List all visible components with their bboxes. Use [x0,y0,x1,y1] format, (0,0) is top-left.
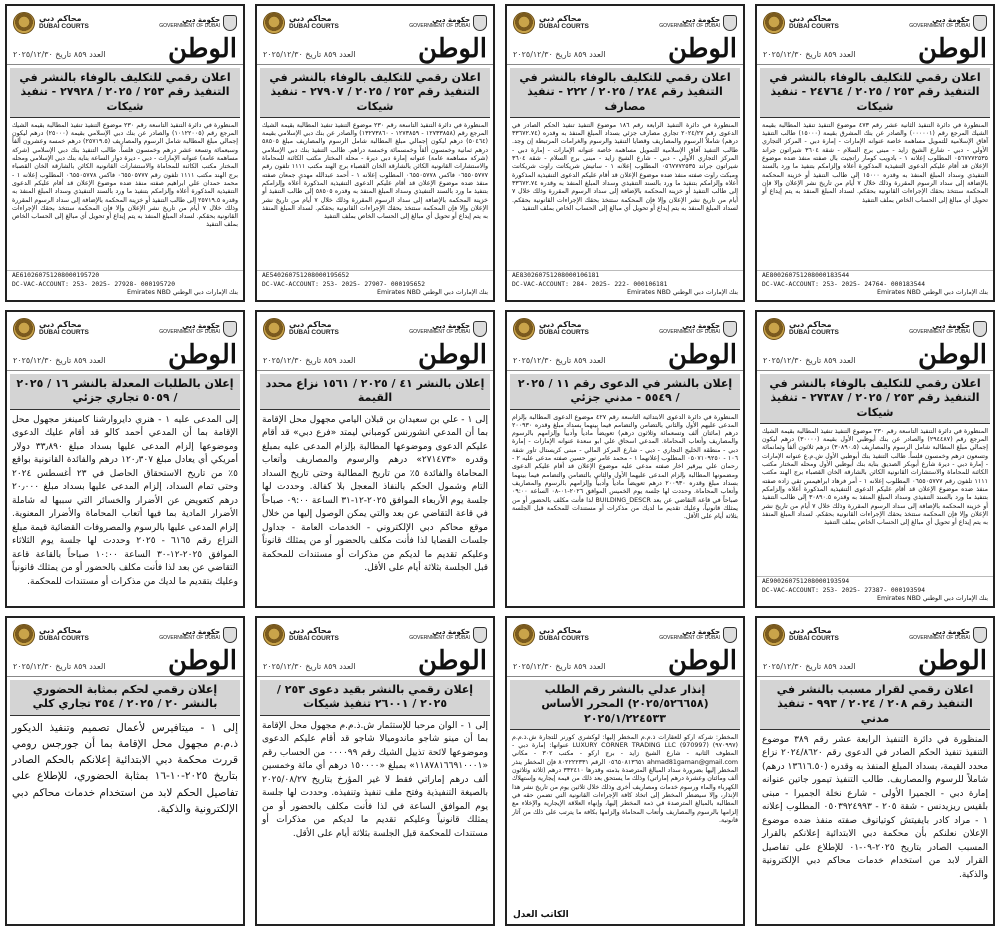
government-of-dubai-logo [909,15,987,31]
dubai-courts-emblem-icon [13,624,35,646]
dubai-courts-emblem-icon [13,12,35,34]
government-shield-icon [973,627,987,643]
notice-header [7,312,243,342]
masthead [757,648,993,677]
notice-title: إعلان بالطلبات المعدلة بالنشر ١٦ / ٢٠٢٥ / ٥٠٥٩ تجاري جزئي [10,374,240,410]
notary-signature: الكاتب العدل [513,910,569,920]
newspaper-name: الوطن [667,340,737,370]
court-name-ar: محاكم دبي [289,14,332,24]
government-shield-icon [223,15,237,31]
notice-body: المنظورة في دائرة التنفيذ التاسعة رقم ٢٣٠ موضوع التنفيذ تنفيذ المطالبة بقيمة الشيك المرجع رقم (٢٩٤٤٨٧) والصادر عن بنك أبوظبي الأول بقيمة (٣٠٠٠٠) درهم ليكون إجمالي مبلغ المطالبة شامل الرسوم والمصاريف (٣٠٨٩٠.٥) درهم ثلاثون ألفاً وثمانمائة وتسعون درهم وخمسون فلساً. طالب التنفيذ بنك أبوظبي الأول ش.م.ع عنوانه الإمارات - إمارة دبي - ديرة شارع أبوبكر الصديق بناية بنك أبوظبي الأول ومحله المختار مكتب الكائنة للمحاماة والاستشارات القانونية الكائن بالشارقة الخان القصباء برج الهند مكتب ١١١١ تلفون رقم ٠٦٥٥٠٥٧٧٧ المطلوب إعلانه ١ - أمر فرهاد ابراهيمس تقي زاده صفته منفذ ضده موضوع الإعلان قد أقام عليكم الدعوى التنفيذية المذكورة أعلاه وإلزامكم بتنفيذ ما ورد بالسند التنفيذي وسداد المبلغ المنفذ به وقدره ٣٠٨٩٠.٥ إلى طالب التنفيذ أو خزينة المحكمة بالإضافة إلى سداد الرسوم المقررة وذلك خلال ٧ أيام من تاريخ نشر الإعلان وإلا فإن المحكمة ستتخذ بحقك الإجراءات القانونية بحقكم. لسداد المبلغ المنفذ به يتم إيداع أو تحويل أي مبالغ إلى الحساب الخاص بملف التنفيذ [762,427,989,527]
legal-notice-2 [505,4,745,302]
court-name-en: DUBAI COURTS [289,634,339,642]
court-name-ar: محاكم دبي [39,320,82,330]
government-of-dubai-logo [159,15,237,31]
gov-name-ar: حكومة دبي [932,15,970,24]
notice-body: المنظورة في دائرة التنفيذ الثانية عشر رقم ٤٧٣ موضوع التنفيذ تنفيذ المطالبة بقيمة الشيك المرجع رقم (٠٠٠٠٠١) والصادر عن بنك المشرق بقيمة (١٥٠٠٠) طالب التنفيذ آفاق الإسلامية للتمويل مساهمة خاصة عنوانه الإمارات - إمارة دبي - المركز التجاري الأولي - دبي - شارع الشيخ زايد - مبنى برج السلام - شقة ٣٦٠٤ شيراتون جراند ٠٥٦٧٧٧٢٥٣٥ المطلوب إعلانه ١ - بادويب كومار راتجيت بال صفته منفذ ضده موضوع الإعلان قد أقام عليكم الدعوى التنفيذية المذكورة أعلاه وإلزامكم بتنفيذ ما ورد بالسند التنفيذي وسداد المبلغ المنفذ به وقدره ١٥٠٠٠ إلى طالب التنفيذ أو خزينة المحكمة بالإضافة إلى سداد الرسوم المقررة وذلك خلال ٧ أيام من تاريخ نشر الإعلان وإلا فإن المحكمة ستتخذ بحقك الإجراءات القانونية بحقكم. لسداد المبلغ المنفذ به يتم إيداع أو تحويل أي مبالغ إلى الحساب الخاص بملف التنفيذ [762,121,989,204]
government-of-dubai-logo [409,15,487,31]
gov-name-ar: حكومة دبي [182,15,220,24]
government-shield-icon [723,627,737,643]
court-name-ar: محاكم دبي [289,626,332,636]
bank-name: بنك الإمارات دبي الوطني Emirates NBD [626,288,738,296]
account-line: DC-VAC-ACCOUNT: 253- 2025- 24764- 000183544 [762,280,926,288]
court-name-en: DUBAI COURTS [789,634,839,642]
notice-body: إلى المدعى عليه ١ - هنري دايروارشنا كامينغز مجهول محل الإقامة بما أن المدعي أحمد كالو قد أقام عليك الدعوى وموضوعها إلزام المدعى عليها بسداد مبلغ ٣٣٫٨٩٠ دولار أمريكي أي يعادل مبلغ ١٢٠٫٣٠٧ درهم والفائدة القانونية بواقع ٥٪ من تاريخ الاستحقاق الحاصل في ٢٣ أغسطس ٢٠٢٤ وحتى تمام السداد، إلزام المدعى عليها بسداد مبلغ ٢٠٫٠٠٠ درهم كتعويض عن الأضرار والخسائر التي سببها له شاملة الأضرار المادية بما فيها أتعاب المحاماة والأضرار المعنوية. إلزام المدعى عليها بالرسوم والمصروفات القضائية قيمة مبلغ النزاع رقم ٦١٦٥ - ٢٠٢٥ وحددت لها جلسة يوم الثلاثاء الموافق ٢٠٢٥-١٢-٣٠ الساعة ١٠:٠٠ صباحاً بالقاعة قاعة التقاضي عن بعد لذا فأنت مكلف بالحضور أو من يمثلك قانونياً وعليك بتقديم ما لديك من مذكرات أو مستندات للمحكمة. [12,414,239,587]
legal-notice-3 [255,4,495,302]
legal-notice-11 [255,616,495,926]
court-name-ar: محاكم دبي [39,626,82,636]
account-footer [507,270,743,300]
bank-name: بنك الإمارات دبي الوطني Emirates NBD [876,288,988,296]
account-footer [257,270,493,300]
masthead [507,342,743,371]
notice-header [257,312,493,342]
account-footer [757,576,993,606]
gov-name-ar: حكومة دبي [432,627,470,636]
government-shield-icon [473,321,487,337]
issue-line: العدد ٨٥٩ تاريخ ٢٠٢٥/١٢/٣٠ [513,356,606,365]
gov-name-en: GOVERNMENT OF DUBAI [659,23,720,30]
dubai-courts-logo [763,318,839,340]
government-of-dubai-logo [159,321,237,337]
dubai-courts-emblem-icon [513,12,535,34]
newspaper-name: الوطن [667,646,737,676]
account-line: AE610260751208000195720 [12,272,100,280]
masthead [7,342,243,371]
newspaper-name: الوطن [417,34,487,64]
newspaper-name: الوطن [417,646,487,676]
government-shield-icon [973,321,987,337]
legal-notice-9 [755,616,995,926]
masthead [757,342,993,371]
dubai-courts-logo [13,12,89,34]
gov-name-en: GOVERNMENT OF DUBAI [909,635,970,642]
notice-header [757,618,993,648]
court-name-en: DUBAI COURTS [39,22,89,30]
notice-title: اعلان رقمي لقرار مسبب بالنشر في التنفيذ رقم ٢٠٨ / ٢٠٢٤ / ٩٩٣ - تنفيذ مدني [760,680,990,730]
gov-name-ar: حكومة دبي [682,15,720,24]
notice-body: إلى ١ - ميتافيرس لأعمال تصميم وتنفيذ الديكور ذ.م.م مجهول محل الإقامة بما أن جورجس رومي قررت محكمة دبي الابتدائية إعلانكم بالحكم الصادر بتاريخ ٢٠٢٥-١٠-١٦ بمثابة الحضوري، للإطلاع على تفاصيل الحكم لابد من استخدام خدمات محاكم دبي الإلكترونية والذكية. [12,721,238,815]
government-shield-icon [473,627,487,643]
notice-header [7,6,243,36]
court-name-ar: محاكم دبي [539,320,582,330]
notice-title: إعلان بالنشر ٤١ / ٢٠٢٥ / ١٥٦١ نزاع محدد القيمة [260,374,490,410]
dubai-courts-emblem-icon [763,624,785,646]
court-name-ar: محاكم دبي [539,626,582,636]
account-line: DC-VAC-ACCOUNT: 253- 2025- 27928- 000195720 [12,280,176,288]
gov-name-en: GOVERNMENT OF DUBAI [159,23,220,30]
notice-header [757,6,993,36]
notice-body: إلى ١ - علي بن سعيدان بن قبلان اليامي مجهول محل الإقامة بما أن المدعي انشورنس كومباني ليمتد «فرع دبي» قد أقام عليكم الدعوى وموضوعها المطالبة بإلزام المدعى عليه بمبلغ وقدره «٢٧١٤٧٣» درهم والرسوم والمصاريف وأتعاب المحاماة والفائدة ٥٪ من تاريخ المطالبة وحتى تاريخ السداد التام وشمول الحكم بالنفاذ المعجل بلا كفالة. وحددت لها جلسة يوم الأربعاء الموافق ٢٠٢٥-١٢-٣١ الساعة ٠٩:٠٠ صباحاً في قاعة التقاضي عن بعد والتي يمكن الوصول إليها من خلال موقع محاكم دبي الإلكتروني - الخدمات العامة - جداول جلسات القضايا لذا فأنت مكلف بالحضور أو من يمثلك قانوناً وعليكم تقديم ما لديكم من مذكرات أو مستندات للمحكمة قبل الجلسة بثلاثة أيام على الأقل. [262,414,489,574]
notice-body: المنظورة في دائرة الدعوى الابتدائية التاسعة رقم ٤٢٧ موضوع الدعوى المطالبة بإلزام المدعى عليهم الأول والثاني بالتضامن والتضامم فيما بينهما بسداد مبلغ وقدره ٢٠٠٩٣٠ درهم (مائتان ألف وتسعمائة وثلاثون درهم) تعويضاً مادياً وأدبياً وإلزامهم بالرسوم والمصاريف وأتعاب المحاماة. المدعي اسحاق علي ابو سعدة عنوانه الإمارات - إمارة دبي - منطقة الخليج التجاري - دبي - شارع المركز المالي - مبنى كريستال تاور شقة ١٠٦ - ٠٥٠٧١٠٩٢٥٠ المطلوب إعلانهما ١ - محمد عامر نور حسين صفته مدعى عليه ٢ - رحمان علي بيرقير اخار صفته مدعى عليه موضوع الإعلان قد أقام عليكم الدعوى ومضمونها المطالبة بإلزام المدعى عليهما الأول والثاني بالتضامن والتضامم فيما بينهما بسداد مبلغ وقدره ٢٠٠٩٣٠ درهم تعويضاً مادياً وأدبياً وإلزامهم بالرسوم والمصاريف وأتعاب المحاماة. وحددت لها جلسة يوم الخميس الموافق ٢٠٢٦-٠١-٠٨ الساعة ٠٩:٠٠ صباحاً في قاعة التقاضي عن بعد BUILDING_DESCR لذا فأنت مكلف بالحضور أو من يمثلك قانونياً، وعليك تقديم ما لديك من مذكرات أو مستندات للمحكمة قبل الجلسة بثلاثة أيام على الأقل. [512,413,739,521]
legal-notice-5 [755,310,995,608]
government-shield-icon [723,321,737,337]
masthead [757,36,993,65]
dubai-courts-emblem-icon [513,318,535,340]
legal-notice-6 [505,310,745,608]
newspaper-name: الوطن [917,340,987,370]
notice-title: اعلان رقمي للتكليف بالوفاء بالنشر في التنفيذ رقم ٢٥٣ / ٢٠٢٥ / ٢٤٧٦٤ - تنفيذ شيكات [760,68,990,118]
dubai-courts-logo [13,624,89,646]
account-line: DC-VAC-ACCOUNT: 284- 2025- 222- 000106181 [512,280,668,288]
newspaper-name: الوطن [167,646,237,676]
issue-line: العدد ٨٥٩ تاريخ ٢٠٢٥/١٢/٣٠ [763,50,856,59]
bank-name: بنك الإمارات دبي الوطني Emirates NBD [126,288,238,296]
issue-line: العدد ٨٥٩ تاريخ ٢٠٢٥/١٢/٣٠ [263,356,356,365]
court-name-en: DUBAI COURTS [789,328,839,336]
notice-title: اعلان رقمي للتكليف بالوفاء بالنشر في التنفيذ رقم ٢٥٣ / ٢٠٢٥ / ٢٧٩٢٨ - تنفيذ شيكات [10,68,240,118]
dubai-courts-logo [513,318,589,340]
government-of-dubai-logo [659,321,737,337]
dubai-courts-emblem-icon [263,318,285,340]
masthead [507,36,743,65]
gov-name-ar: حكومة دبي [432,321,470,330]
court-name-en: DUBAI COURTS [789,22,839,30]
gov-name-ar: حكومة دبي [932,321,970,330]
gov-name-en: GOVERNMENT OF DUBAI [909,329,970,336]
gov-name-ar: حكومة دبي [682,627,720,636]
issue-line: العدد ٨٥٩ تاريخ ٢٠٢٥/١٢/٣٠ [513,50,606,59]
notice-title: إعلان رقمي لحكم بمثابة الحضوري بالنشر ٢٠ / ٢٠٢٥ / ٣٥٤ تجاري كلي [10,680,240,716]
account-line: DC-VAC-ACCOUNT: 253- 2025- 27907- 000195652 [262,280,426,288]
masthead [7,648,243,677]
government-shield-icon [223,627,237,643]
dubai-courts-logo [763,12,839,34]
masthead [257,342,493,371]
notice-header [757,312,993,342]
gov-name-en: GOVERNMENT OF DUBAI [659,329,720,336]
government-of-dubai-logo [659,15,737,31]
dubai-courts-logo [513,624,589,646]
account-line: AE830260751208000106181 [512,272,600,280]
bank-name: بنك الإمارات دبي الوطني Emirates NBD [876,594,988,602]
notice-title: اعلان رقمي للتكليف بالوفاء بالنشر في التنفيذ رقم ٢٥٣ / ٢٠٢٥ / ٢٧٣٨٧ - تنفيذ شيكات [760,374,990,424]
dubai-courts-emblem-icon [763,12,785,34]
notice-body: المخطر: شركة اركو للعقارات ذ.م.م المخطر إليها: لوكشري كورنر للتجارة ش.ذ.م.م (٩٧٠٩٩٧) LUXURY CORNER TRADING LLC (970997) عنوانها: إمارة دبي - المطوف الثانية - شارع الشيخ زايد - برج اركو - مكتب ٣٠٢ - مكاني ahmad81gaman@gmail.com ٠٥٦٥٠٨١٣٦٥١ الرقم ٨٠٢٢٢٢٣٣١ فإن المخطر ينذر المخطر إليها بضرورة سداد المبالغ المترصدة بذمته وقدرها ٣٣٢٤١٠ درهم (ثلاثة وثلاثون ألف ومائتان وعشرة درهم إماراتي) وذلك ما يستحق بعد ذلك من قيمة إيجارية وإستهلاك الكهرباء والماء ورسوم خدمات ومصاريف أخرى وذلك خلال ثلاثين يوم من تاريخ نشر هذا الإنذار، وإلا سيضطر المخطر إلى اتخاذ كافة الإجراءات القانونية التي تضمن حقه في المطالبة بالمبالغ المترصدة في ذمة المخطر إليها، وإنهاء العلاقة الإيجارية والإخلاء مع إلزامها بالرسوم والمصاريف وأتعاب المحاماة وإلزامها بكافة ما يترتب على ذلك من آثار قانونية. [512,733,739,824]
notice-title: إعلان بالنشر في الدعوى رقم ١١ / ٢٠٢٥ / ٥٥٤٩ - مدني جزئي [510,374,740,410]
dubai-courts-logo [763,624,839,646]
gov-name-ar: حكومة دبي [682,321,720,330]
account-line: AE800260751208000183544 [762,272,850,280]
legal-notice-7 [255,310,495,608]
issue-line: العدد ٨٥٩ تاريخ ٢٠٢٥/١٢/٣٠ [13,356,106,365]
notice-body: إلى ١ - الوان مرحبا للإستثمار ش.ذ.م.م مجهول محل الإقامة بما أن مينو شاجو ماندوميالا شاجو قد أقام عليكم الدعوى وموضوعها لائحة تذييل الشيك رقم ٠٠٠٠٩٩ من الحساب رقم «١١٨٧٨١٦٦٩١٠٠٠١» بمبلغ «١٥٠٠٠٠ درهم أي مائة وخمسين ألف درهم إماراتي فقط لا غير المؤرخ بتاريخ ٢٠٢٥/٠٨/٢٧ بالصيغة التنفيذية وفتح ملف تنفيذ وتنفيذه. وحددت لها جلسة يوم الموافق الساعة في لذا فأنت مكلف بالحضور أو من يمثلك قانونياً وعليكم تقديم ما لديكم من مذكرات أو مستندات للمحكمة قبل الجلسة بثلاثة أيام على الأقل. [262,720,489,839]
legal-notice-8 [5,310,245,608]
dubai-courts-logo [513,12,589,34]
notice-header [507,6,743,36]
notice-title: إعلان رقمي بالنشر بقيد دعوى ٢٥٣ / ٢٠٢٥ / ٢٦٠٠١ تنفيذ شيكات [260,680,490,716]
issue-line: العدد ٨٥٩ تاريخ ٢٠٢٥/١٢/٣٠ [263,50,356,59]
notice-title: اعلان رقمي للتكليف بالوفاء بالنشر في التنفيذ رقم ٢٥٣ / ٢٠٢٥ / ٢٧٩٠٧ - تنفيذ شيكات [260,68,490,118]
government-shield-icon [973,15,987,31]
notice-header [7,618,243,648]
bank-name: بنك الإمارات دبي الوطني Emirates NBD [376,288,488,296]
court-name-ar: محاكم دبي [539,14,582,24]
gov-name-en: GOVERNMENT OF DUBAI [909,23,970,30]
court-name-ar: محاكم دبي [789,14,832,24]
masthead [7,36,243,65]
court-name-ar: محاكم دبي [789,320,832,330]
issue-line: العدد ٨٥٩ تاريخ ٢٠٢٥/١٢/٣٠ [763,356,856,365]
gov-name-en: GOVERNMENT OF DUBAI [409,23,470,30]
issue-line: العدد ٨٥٩ تاريخ ٢٠٢٥/١٢/٣٠ [763,662,856,671]
court-name-en: DUBAI COURTS [39,634,89,642]
dubai-courts-logo [13,318,89,340]
gov-name-en: GOVERNMENT OF DUBAI [159,329,220,336]
court-name-ar: محاكم دبي [289,320,332,330]
notice-header [507,618,743,648]
dubai-courts-emblem-icon [263,624,285,646]
newspaper-name: الوطن [167,34,237,64]
government-of-dubai-logo [909,321,987,337]
account-line: AE900260751208000193594 [762,578,850,586]
gov-name-en: GOVERNMENT OF DUBAI [409,635,470,642]
government-of-dubai-logo [409,627,487,643]
notice-body: المنظورة في دائرة التنفيذ التاسعة رقم ٢٣٠ موضوع التنفيذ تنفيذ المطالبة بقيمة الشيك المرجع رقم (١٠١٢٢٠٠٥) والصادر عن بنك دبي الإسلامي بقيمة (٢٥٠٠٠) درهم ليكون إجمالي مبلغ المطالبة شامل الرسوم والمصاريف (٢٥٧١٩.٥) درهم خمسة وعشرون ألفاً وسبعمائة وتسعة عشر درهم وخمسون فلساً. طالب التنفيذ بنك دبي الإسلامي (شركة مساهمة عامة) عنوانه الإمارات - دبي - ديرة دوار الساعة بناية بنك دبي الإسلامي ومحله المختار مكتب الكائنة للمحاماة والاستشارات القانونية الكائن بالشارقة الخان القصباء برج الهند مكتب ١١١١ تلفون رقم ٠٦٥٥٠٥٧٧٧ فاكس ٠٦٥٥٠٥٧٧٨ المطلوب إعلانه ١ - محمد حمدان علي ابراهيم صفته منفذ ضده موضوع الإعلان قد أقام عليكم الدعوى التنفيذية المذكورة أعلاه وإلزامكم بتنفيذ ما ورد بالسند التنفيذي وسداد المبلغ المنفذ به وقدره ٢٥٧١٩.٥ إلى طالب التنفيذ أو خزينة المحكمة بالإضافة إلى سداد الرسوم المقررة وذلك خلال ٧ أيام من تاريخ نشر الإعلان وإلا فإن المحكمة ستتخذ بحقك الإجراءات القانونية بحقكم. لسداد المبلغ المنفذ به يتم إيداع أو تحويل أي مبالغ إلى الحساب الخاص بملف التنفيذ [12,121,238,229]
gov-name-en: GOVERNMENT OF DUBAI [409,329,470,336]
account-footer [7,270,243,300]
legal-notice-10 [505,616,745,926]
government-of-dubai-logo [909,627,987,643]
legal-notice-1 [755,4,995,302]
masthead [257,648,493,677]
dubai-courts-emblem-icon [513,624,535,646]
gov-name-ar: حكومة دبي [182,321,220,330]
notice-header [507,312,743,342]
government-of-dubai-logo [159,627,237,643]
government-shield-icon [473,15,487,31]
notice-body: المنظورة في دائرة التنفيذ التاسعة رقم ٢٣٠ موضوع التنفيذ تنفيذ المطالبة بقيمة الشيك المرجع رقم (١٢٧٣٣٨٥٨ - ١٢٧٣٨٥٩ - ١٣٢٧٣٨٦٠) والصادر عن بنك دبي الإسلامي بقيمة (٥٠٤٦٤) درهم ليكون إجمالي مبلغ المطالبة شامل الرسوم والمصاريف مبلغ ٥٨٥٠٥ درهم ثمانية وخمسون ألفاً وخمسمائة وخمسة دراهم. طالب التنفيذ بنك دبي الإسلامي (شركة مساهمة عامة) عنوانه إمارة دبي ديرة - محلة المختار مكتب الكائنة للمحاماة والاستشارات القانونية الكائن بالشارقة الخان القصباء برج الهند مكتب ١١١١ تلفون رقم ٠٦٥٥٠٥٧٧٧ فاكس ٠٦٥٥٠٥٧٧٨ المطلوب إعلانه ١ - أحمد عبدالله مهدي جمعان صفته منفذ ضده موضوع الإعلان قد أقام عليكم الدعوى التنفيذية المذكورة أعلاه وإلزامكم بتنفيذ ما ورد بالسند التنفيذي وسداد المبلغ المنفذ به وقدره ٥٨٥٠٥ إلى طالب التنفيذ أو خزينة المحكمة بالإضافة إلى سداد الرسوم المقررة وذلك خلال ٧ أيام من تاريخ نشر الإعلان وإلا فإن المحكمة ستتخذ بحقك الإجراءات القانونية بحقكم. لسداد المبلغ المنفذ به يتم إيداع أو تحويل أي مبالغ إلى الحساب الخاص بملف التنفيذ [262,121,489,221]
government-of-dubai-logo [409,321,487,337]
masthead [507,648,743,677]
dubai-courts-emblem-icon [13,318,35,340]
notice-header [257,6,493,36]
gov-name-ar: حكومة دبي [432,15,470,24]
government-shield-icon [223,321,237,337]
gov-name-ar: حكومة دبي [182,627,220,636]
court-name-en: DUBAI COURTS [39,328,89,336]
account-footer [757,270,993,300]
issue-line: العدد ٨٥٩ تاريخ ٢٠٢٥/١٢/٣٠ [263,662,356,671]
newspaper-name: الوطن [417,340,487,370]
court-name-en: DUBAI COURTS [539,634,589,642]
newspaper-name: الوطن [917,34,987,64]
newspaper-name: الوطن [917,646,987,676]
notice-title: إنذار عدلي بالنشر رقم الطلب (٢٠٢٥/٥٢٦٦٥٨) المحرر الأساس ٢٠٢٥/١/٢٢٤٥٣٣ [510,680,740,730]
issue-line: العدد ٨٥٩ تاريخ ٢٠٢٥/١٢/٣٠ [513,662,606,671]
notice-header [257,618,493,648]
court-name-en: DUBAI COURTS [539,328,589,336]
court-name-ar: محاكم دبي [789,626,832,636]
issue-line: العدد ٨٥٩ تاريخ ٢٠٢٥/١٢/٣٠ [13,662,106,671]
gov-name-ar: حكومة دبي [932,627,970,636]
issue-line: العدد ٨٥٩ تاريخ ٢٠٢٥/١٢/٣٠ [13,50,106,59]
court-name-en: DUBAI COURTS [539,22,589,30]
dubai-courts-emblem-icon [263,12,285,34]
court-name-en: DUBAI COURTS [289,328,339,336]
notice-title: اعلان رقمي للتكليف بالوفاء بالنشر في التنفيذ رقم ٢٨٤ / ٢٠٢٥ / ٢٢٢ - تنفيذ مصارف [510,68,740,118]
government-of-dubai-logo [659,627,737,643]
dubai-courts-logo [263,318,339,340]
masthead [257,36,493,65]
dubai-courts-logo [263,624,339,646]
dubai-courts-logo [263,12,339,34]
notice-body: المنظورة في دائرة التنفيذ الرابعة رقم ١٨٦ موضوع التنفيذ تنفيذ الحكم الصادر في الدعوى رقم ٢٠٢٤/٢٧ تجاري مصارف جزئي بسداد المبلغ المنفذ به وقدره (٣٣٦٧٢.٧٤ درهم) شاملاً الرسوم والمصاريف وقضايا التنفيذ والرسوم والغرامات المرتبطة إن وجد. طالب التنفيذ آفاق الإسلامية للتمويل مساهمة خاصة عنوانه الإمارات - إمارة دبي - المركز التجاري الأولي - دبي - شارع الشيخ زايد - مبنى برج السلام - شقة ٣٦٠٤ شيراتون جراند ٠٥٦٧٧٧٢٥٣٥ المطلوب إعلانه ١ - ساتيش شريكانت راوت شريكانت ومبكت راوت صفته منفذ ضده موضوع الإعلان قد أقام عليكم الدعوى التنفيذية المذكورة أعلاه وإلزامكم بتنفيذ ما ورد بالسند التنفيذي وسداد المبلغ المنفذ به وقدره ٣٣٦٧٢.٧٤ إلى طالب التنفيذ أو خزينة المحكمة بالإضافة إلى سداد الرسوم المقررة وذلك خلال ٧ أيام من تاريخ نشر الإعلان وإلا فإن المحكمة ستتخذ بحقك الإجراءات القانونية بحقكم. لسداد المبلغ المنفذ به يتم إيداع أو تحويل أي مبالغ إلى الحساب الخاص بملف التنفيذ [512,121,738,212]
legal-notice-4 [5,4,245,302]
notice-body: المنظورة في دائرة التنفيذ الرابعة عشر رقم ٣٨٩ موضوع التنفيذ تنفيذ الحكم الصادر في الدعوى رقم ٢٠٢٤/٨٦٢٠ نزاع محدد القيمة، بسداد المبلغ المنفذ به وقدره (١٣٦١٦.٥٠ درهم) شاملاً للرسوم والمصاريف. طالب التنفيذ تيمور جاتين عنوانه إمارة دبي - الجميرا الأولى - شارع نخلة الجميرا - مبنى بلقيس ريزيدنس - شقة ٢٠٥ - ٠٥٠٣٩٢٤٩٩٣ المطلوب إعلانه ١ - مراد كادر بايفيتش كوتيانوف صفته منفذ ضده موضوع الإعلان نعلنكم بأن محكمة دبي الابتدائية إعلانكم بالقرار المسبب الصادر بتاريخ ٢٠٢٥-٠٩-٠١ للإطلاع على تفاصيل القرار لابد من استخدام خدمات محاكم دبي الإلكترونية والذكية. [762,734,988,880]
dubai-courts-emblem-icon [763,318,785,340]
government-shield-icon [723,15,737,31]
account-line: AE540260751208000195652 [262,272,350,280]
newspaper-name: الوطن [167,340,237,370]
legal-notice-12 [5,616,245,926]
court-name-ar: محاكم دبي [39,14,82,24]
gov-name-en: GOVERNMENT OF DUBAI [659,635,720,642]
newspaper-name: الوطن [667,34,737,64]
gov-name-en: GOVERNMENT OF DUBAI [159,635,220,642]
account-line: DC-VAC-ACCOUNT: 253- 2025- 27387- 000193594 [762,586,926,594]
court-name-en: DUBAI COURTS [289,22,339,30]
